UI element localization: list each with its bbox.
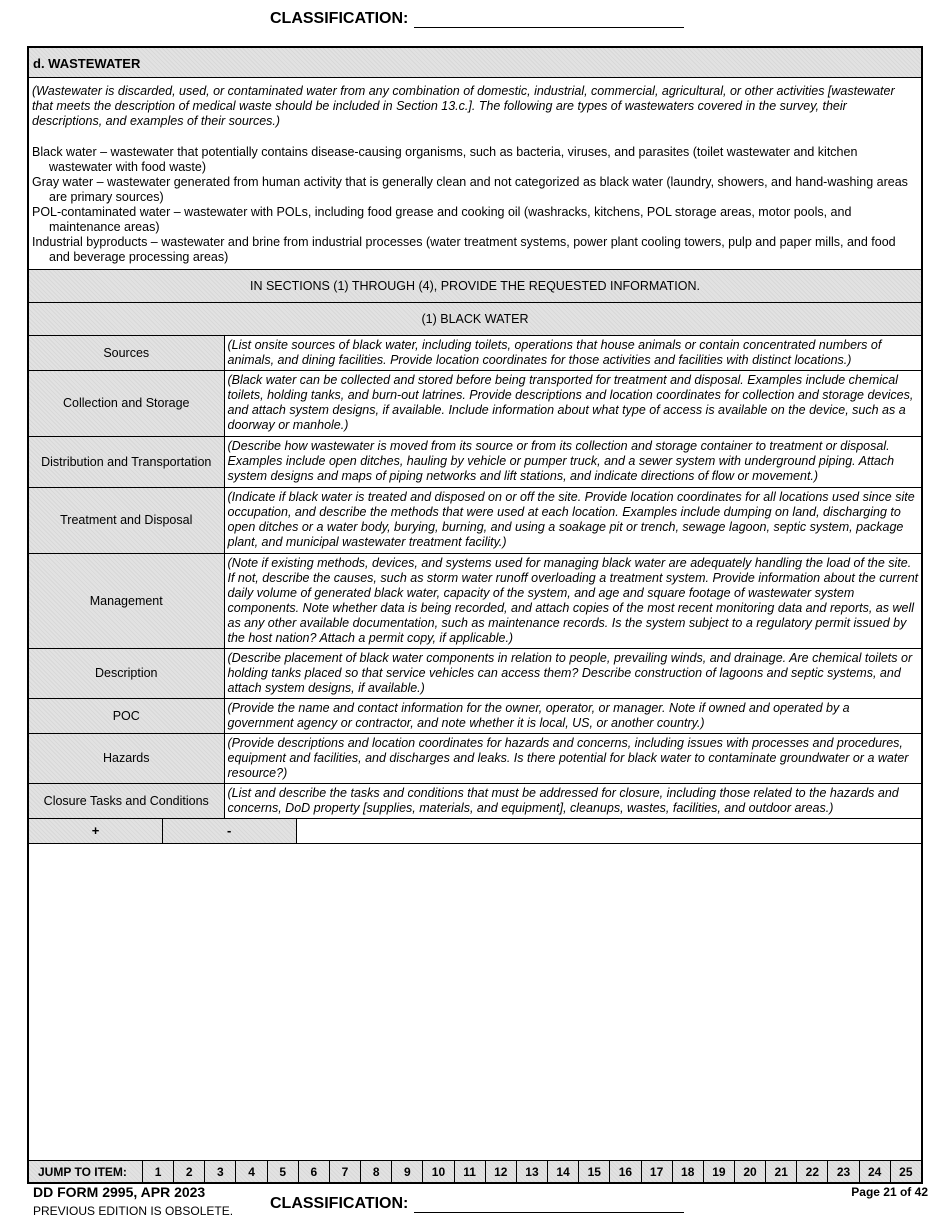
row-label-collection-storage: Collection and Storage bbox=[29, 371, 224, 437]
field-collection-storage[interactable]: (Black water can be collected and stored before being transported for treatment and disposal. Examples include chemical toilets, holding tanks, and burn-out latrines. Provide descriptions and location coordinates for collection and storage devices, and attach system designs, if available. Include information about what type of access is available on the device, such as a doorway or manhole.) bbox=[224, 371, 921, 437]
jump-item-25[interactable]: 25 bbox=[899, 1165, 913, 1179]
row-label-sources: Sources bbox=[29, 336, 224, 371]
remove-row-button[interactable]: - bbox=[163, 819, 297, 843]
jump-label: JUMP TO ITEM: bbox=[29, 1161, 143, 1182]
jump-item-16[interactable]: 16 bbox=[610, 1161, 641, 1182]
jump-item-4[interactable]: 4 bbox=[236, 1161, 267, 1182]
jump-item-11[interactable]: 11 bbox=[455, 1161, 486, 1182]
classification-label: CLASSIFICATION: bbox=[270, 1195, 409, 1212]
row-label-closure-tasks: Closure Tasks and Conditions bbox=[29, 784, 224, 819]
classification-line bbox=[414, 12, 684, 28]
table-row bbox=[29, 784, 921, 819]
jump-item-7[interactable]: 7 bbox=[330, 1161, 361, 1182]
form-frame bbox=[27, 46, 923, 1184]
jump-item-13[interactable]: 13 bbox=[517, 1161, 548, 1182]
intro-text: (Wastewater is discarded, used, or contaminated water from any combination of domestic, industrial, commercial, agricultural, or other activities [wastewater that meets the description of medical waste should be included in Section 13.c.]. The following are types of wastewaters covered in the survey, their descriptions, and examples of their sources.) bbox=[32, 84, 895, 128]
add-row-button[interactable]: + bbox=[29, 819, 163, 843]
form-footer bbox=[33, 1184, 233, 1218]
field-treatment-disposal[interactable]: (Indicate if black water is treated and disposed on or off the site. Provide location coordinates for all locations used since site occupation, and describe the methods that were used at each location. Examples include dumping on land, discharging to open ditches or a water body, burying, burning, and using a soakage pit or trench, sewage lagoon, septic system, package plant, and municipal wastewater treatment facility.) bbox=[224, 488, 921, 554]
jump-item-15[interactable]: 15 bbox=[579, 1161, 610, 1182]
jump-item-8[interactable]: 8 bbox=[361, 1161, 392, 1182]
table-row bbox=[29, 699, 921, 734]
definition-black-water: Black water – wastewater that potentially contains disease-causing organisms, such as bacteria, viruses, and parasites (toilet wastewater and kitchen wastewater with food waste) bbox=[32, 145, 858, 174]
jump-item-3[interactable]: 3 bbox=[205, 1161, 236, 1182]
table-row bbox=[29, 437, 921, 488]
jump-item-14[interactable]: 14 bbox=[548, 1161, 579, 1182]
form-name: DD FORM 2995, APR 2023 bbox=[33, 1184, 206, 1200]
table-row bbox=[29, 554, 921, 649]
definition-pol-water: POL-contaminated water – wastewater with POLs, including food grease and cooking oil (washracks, kitchens, POL storage areas, motor pools, and maintenance areas) bbox=[32, 205, 852, 234]
table-row bbox=[29, 734, 921, 784]
row-controls bbox=[29, 819, 921, 844]
field-distribution-transportation[interactable]: (Describe how wastewater is moved from its source or from its collection and storage container to treatment or disposal. Examples include open ditches, hauling by vehicle or pumper truck, and a sewer system with underground piping. Attach system designs and maps of piping networks and lift stations, and indicate directions of flow or movement.) bbox=[224, 437, 921, 488]
jump-item-23[interactable]: 23 bbox=[828, 1161, 859, 1182]
definition-gray-water: Gray water – wastewater generated from human activity that is generally clean and not categorized as black water (laundry, showers, and hand-washing areas are primary sources) bbox=[32, 175, 908, 204]
jump-item-18[interactable]: 18 bbox=[673, 1161, 704, 1182]
jump-item-6[interactable]: 6 bbox=[299, 1161, 330, 1182]
table-row bbox=[29, 649, 921, 699]
jump-item-5[interactable]: 5 bbox=[268, 1161, 299, 1182]
definition-industrial-byproducts: Industrial byproducts – wastewater and brine from industrial processes (water treatment systems, power plant cooling towers, pulp and paper mills, and food and beverage processing areas) bbox=[32, 235, 896, 264]
jump-item-19[interactable]: 19 bbox=[704, 1161, 735, 1182]
instruction-band: IN SECTIONS (1) THROUGH (4), PROVIDE THE REQUESTED INFORMATION. bbox=[29, 270, 921, 303]
jump-item-17[interactable]: 17 bbox=[642, 1161, 673, 1182]
jump-item-24[interactable]: 24 bbox=[860, 1161, 891, 1182]
black-water-table bbox=[29, 336, 921, 819]
row-label-description: Description bbox=[29, 649, 224, 699]
row-label-poc: POC bbox=[29, 699, 224, 734]
jump-to-item-bar bbox=[29, 1160, 921, 1182]
jump-item-9[interactable]: 9 bbox=[392, 1161, 423, 1182]
row-label-management: Management bbox=[29, 554, 224, 649]
classification-top bbox=[270, 10, 684, 28]
jump-item-1[interactable]: 1 bbox=[143, 1161, 174, 1182]
page-number: Page 21 of 42 bbox=[851, 1185, 928, 1199]
field-management[interactable]: (Note if existing methods, devices, and systems used for managing black water are adequately handling the load of the site. If not, describe the causes, such as storm water runoff overloading a treatment system. Provide information about the current daily volume of generated black water, capacity of the system, and age and square footage of wastewater system components. Note whether data is being recorded, and attach copies of the most recent monitoring data and reports, as well as any other available documentation, such as maintenance records. Is the system subject to a regulatory permit issued by the host nation? Attach a permit copy, if applicable.) bbox=[224, 554, 921, 649]
classification-label: CLASSIFICATION: bbox=[270, 10, 409, 27]
row-label-hazards: Hazards bbox=[29, 734, 224, 784]
jump-item-12[interactable]: 12 bbox=[486, 1161, 517, 1182]
jump-item-20[interactable]: 20 bbox=[735, 1161, 766, 1182]
table-row bbox=[29, 488, 921, 554]
section-intro bbox=[29, 78, 921, 270]
field-poc[interactable]: (Provide the name and contact information for the owner, operator, or manager. Note if owned and operated by a government agency or contractor, and note whether it is local, US, or another country.) bbox=[224, 699, 921, 734]
field-sources[interactable]: (List onsite sources of black water, including toilets, operations that house animals or contain concentrated numbers of animals, and dining facilities. Provide location coordinates for those activities and facilities with distinct locations.) bbox=[224, 336, 921, 371]
jump-item-2[interactable]: 2 bbox=[174, 1161, 205, 1182]
previous-edition-note: PREVIOUS EDITION IS OBSOLETE. bbox=[33, 1204, 234, 1218]
row-label-treatment-disposal: Treatment and Disposal bbox=[29, 488, 224, 554]
field-description[interactable]: (Describe placement of black water components in relation to people, prevailing winds, and drainage. Are chemical toilets or holding tanks placed so that service vehicles can access them? Describe construction of lagoons and septic systems, and attach system designs, if available.) bbox=[224, 649, 921, 699]
row-label-distribution-transportation: Distribution and Transportation bbox=[29, 437, 224, 488]
jump-item-21[interactable]: 21 bbox=[766, 1161, 797, 1182]
classification-line bbox=[414, 1197, 684, 1213]
jump-item-10[interactable]: 10 bbox=[423, 1161, 454, 1182]
field-hazards[interactable]: (Provide descriptions and location coordinates for hazards and concerns, including issues with processes and procedures, equipment and facilities, and discharges and leaks. Is there potential for black water to contaminate groundwater or a water resource?) bbox=[224, 734, 921, 784]
subsection-title: (1) BLACK WATER bbox=[29, 303, 921, 336]
field-closure-tasks[interactable]: (List and describe the tasks and conditions that must be addressed for closure, including those related to the hazards and concerns, DoD property [supplies, materials, and equipment], cleanups, wastes, facilities, and outdoor areas.) bbox=[224, 784, 921, 819]
table-row bbox=[29, 336, 921, 371]
section-title: d. WASTEWATER bbox=[29, 48, 921, 78]
table-row bbox=[29, 371, 921, 437]
jump-item-22[interactable]: 22 bbox=[797, 1161, 828, 1182]
classification-bottom bbox=[270, 1195, 684, 1213]
